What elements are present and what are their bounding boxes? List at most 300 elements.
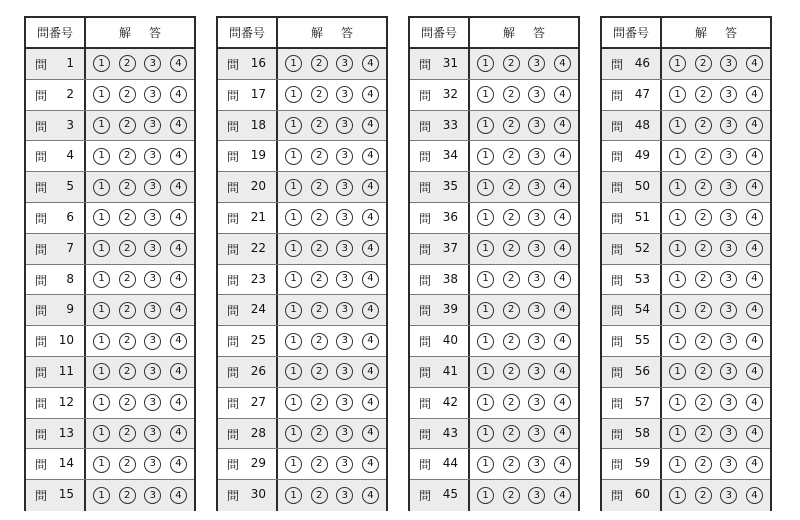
choice-bubble-2[interactable]: 2 xyxy=(695,148,712,165)
choice-bubble-2[interactable]: 2 xyxy=(695,425,712,442)
answer-choices xyxy=(86,141,194,171)
choice-bubble-1[interactable]: 1 xyxy=(669,86,686,103)
choice-bubble-4[interactable]: 4 xyxy=(170,425,187,442)
question-prefix: 問 xyxy=(611,304,624,319)
choice-bubble-1[interactable]: 1 xyxy=(669,55,686,72)
answer-choices xyxy=(662,419,770,449)
question-prefix: 問 xyxy=(611,273,624,288)
choice-bubble-1[interactable]: 1 xyxy=(93,302,110,319)
choice-bubble-3[interactable]: 3 xyxy=(144,487,161,504)
question-label xyxy=(218,265,278,295)
choice-bubble-2[interactable]: 2 xyxy=(503,333,520,350)
choice-bubble-1[interactable]: 1 xyxy=(93,179,110,196)
choice-bubble-4[interactable]: 4 xyxy=(362,456,379,473)
choice-bubble-2[interactable]: 2 xyxy=(503,55,520,72)
answer-choices xyxy=(470,80,578,110)
choice-bubble-1[interactable]: 1 xyxy=(285,425,302,442)
choice-bubble-3[interactable]: 3 xyxy=(528,240,545,257)
choice-bubble-4[interactable]: 4 xyxy=(362,487,379,504)
choice-bubble-3[interactable]: 3 xyxy=(528,302,545,319)
answer-choices xyxy=(278,357,386,387)
choice-bubble-4[interactable]: 4 xyxy=(170,209,187,226)
question-prefix: 問 xyxy=(227,150,240,165)
choice-bubble-4[interactable]: 4 xyxy=(362,394,379,411)
choice-bubble-4[interactable]: 4 xyxy=(746,86,763,103)
choice-bubble-3[interactable]: 3 xyxy=(720,425,737,442)
question-prefix: 問 xyxy=(227,242,240,257)
answer-header xyxy=(470,18,578,47)
choice-bubble-2[interactable]: 2 xyxy=(503,271,520,288)
choice-bubble-3[interactable]: 3 xyxy=(528,117,545,134)
choice-bubble-1[interactable]: 1 xyxy=(285,86,302,103)
choice-bubble-2[interactable]: 2 xyxy=(503,425,520,442)
choice-bubble-2[interactable]: 2 xyxy=(311,117,328,134)
choice-bubble-4[interactable]: 4 xyxy=(746,148,763,165)
choice-bubble-4[interactable]: 4 xyxy=(554,425,571,442)
choice-bubble-4[interactable]: 4 xyxy=(170,363,187,380)
question-label xyxy=(218,234,278,264)
choice-bubble-2[interactable]: 2 xyxy=(503,179,520,196)
choice-bubble-3[interactable]: 3 xyxy=(144,425,161,442)
question-row xyxy=(602,419,770,450)
question-prefix: 問 xyxy=(611,150,624,165)
choice-bubble-2[interactable]: 2 xyxy=(311,456,328,473)
question-label xyxy=(602,172,662,202)
choice-bubble-4[interactable]: 4 xyxy=(554,271,571,288)
choice-bubble-2[interactable]: 2 xyxy=(119,425,136,442)
choice-bubble-3[interactable]: 3 xyxy=(720,148,737,165)
choice-bubble-4[interactable]: 4 xyxy=(170,487,187,504)
choice-bubble-2[interactable]: 2 xyxy=(311,209,328,226)
choice-bubble-4[interactable]: 4 xyxy=(746,179,763,196)
choice-bubble-2[interactable]: 2 xyxy=(503,209,520,226)
choice-bubble-3[interactable]: 3 xyxy=(528,271,545,288)
question-prefix: 問 xyxy=(227,119,240,134)
choice-bubble-2[interactable]: 2 xyxy=(119,456,136,473)
question-prefix: 問 xyxy=(419,365,432,380)
choice-bubble-3[interactable]: 3 xyxy=(720,117,737,134)
question-label xyxy=(26,419,86,449)
choice-bubble-3[interactable]: 3 xyxy=(720,55,737,72)
choice-bubble-4[interactable]: 4 xyxy=(170,394,187,411)
choice-bubble-2[interactable]: 2 xyxy=(503,363,520,380)
choice-bubble-2[interactable]: 2 xyxy=(119,240,136,257)
choice-bubble-3[interactable]: 3 xyxy=(144,209,161,226)
question-label xyxy=(218,419,278,449)
choice-bubble-2[interactable]: 2 xyxy=(311,86,328,103)
choice-bubble-1[interactable]: 1 xyxy=(477,240,494,257)
answer-column-4 xyxy=(600,16,772,511)
choice-bubble-2[interactable]: 2 xyxy=(311,55,328,72)
question-label xyxy=(26,449,86,479)
choice-bubble-2[interactable]: 2 xyxy=(695,271,712,288)
choice-bubble-1[interactable]: 1 xyxy=(93,425,110,442)
choice-bubble-1[interactable]: 1 xyxy=(477,55,494,72)
choice-bubble-1[interactable]: 1 xyxy=(669,425,686,442)
choice-bubble-1[interactable]: 1 xyxy=(477,148,494,165)
question-number: 25 xyxy=(250,333,266,348)
choice-bubble-2[interactable]: 2 xyxy=(119,148,136,165)
choice-bubble-2[interactable]: 2 xyxy=(503,117,520,134)
choice-bubble-1[interactable]: 1 xyxy=(285,302,302,319)
choice-bubble-3[interactable]: 3 xyxy=(528,394,545,411)
choice-bubble-1[interactable]: 1 xyxy=(93,55,110,72)
choice-bubble-3[interactable]: 3 xyxy=(720,209,737,226)
choice-bubble-2[interactable]: 2 xyxy=(695,363,712,380)
choice-bubble-3[interactable]: 3 xyxy=(144,240,161,257)
choice-bubble-4[interactable]: 4 xyxy=(362,302,379,319)
question-label xyxy=(26,80,86,110)
question-prefix: 問 xyxy=(227,211,240,226)
choice-bubble-2[interactable]: 2 xyxy=(311,240,328,257)
choice-bubble-3[interactable]: 3 xyxy=(336,302,353,319)
choice-bubble-4[interactable]: 4 xyxy=(170,333,187,350)
answer-header-char: 答 xyxy=(533,26,546,40)
question-row xyxy=(410,203,578,234)
choice-bubble-1[interactable]: 1 xyxy=(93,271,110,288)
choice-bubble-4[interactable]: 4 xyxy=(746,271,763,288)
choice-bubble-2[interactable]: 2 xyxy=(119,394,136,411)
question-number: 43 xyxy=(442,425,458,440)
choice-bubble-1[interactable]: 1 xyxy=(477,179,494,196)
choice-bubble-3[interactable]: 3 xyxy=(528,456,545,473)
choice-bubble-1[interactable]: 1 xyxy=(669,333,686,350)
choice-bubble-4[interactable]: 4 xyxy=(170,117,187,134)
choice-bubble-1[interactable]: 1 xyxy=(285,240,302,257)
choice-bubble-4[interactable]: 4 xyxy=(554,456,571,473)
choice-bubble-3[interactable]: 3 xyxy=(528,179,545,196)
choice-bubble-4[interactable]: 4 xyxy=(362,271,379,288)
choice-bubble-3[interactable]: 3 xyxy=(336,271,353,288)
choice-bubble-2[interactable]: 2 xyxy=(695,456,712,473)
question-label xyxy=(602,49,662,79)
question-row xyxy=(218,49,386,80)
choice-bubble-4[interactable]: 4 xyxy=(362,148,379,165)
choice-bubble-2[interactable]: 2 xyxy=(311,487,328,504)
choice-bubble-4[interactable]: 4 xyxy=(554,363,571,380)
question-number: 13 xyxy=(58,425,74,440)
choice-bubble-2[interactable]: 2 xyxy=(503,302,520,319)
choice-bubble-2[interactable]: 2 xyxy=(695,117,712,134)
choice-bubble-3[interactable]: 3 xyxy=(336,333,353,350)
question-row xyxy=(410,172,578,203)
choice-bubble-4[interactable]: 4 xyxy=(746,425,763,442)
choice-bubble-2[interactable]: 2 xyxy=(119,55,136,72)
choice-bubble-3[interactable]: 3 xyxy=(720,179,737,196)
choice-bubble-4[interactable]: 4 xyxy=(362,333,379,350)
question-prefix: 問 xyxy=(611,88,624,103)
choice-bubble-2[interactable]: 2 xyxy=(119,271,136,288)
choice-bubble-4[interactable]: 4 xyxy=(554,179,571,196)
answer-choices xyxy=(86,111,194,141)
answer-header-char: 解 xyxy=(694,26,707,40)
choice-bubble-2[interactable]: 2 xyxy=(695,209,712,226)
choice-bubble-3[interactable]: 3 xyxy=(144,179,161,196)
choice-bubble-3[interactable]: 3 xyxy=(528,487,545,504)
question-label xyxy=(410,141,470,171)
choice-bubble-1[interactable]: 1 xyxy=(477,271,494,288)
choice-bubble-1[interactable]: 1 xyxy=(669,117,686,134)
choice-bubble-2[interactable]: 2 xyxy=(695,333,712,350)
choice-bubble-1[interactable]: 1 xyxy=(477,302,494,319)
choice-bubble-4[interactable]: 4 xyxy=(362,117,379,134)
choice-bubble-3[interactable]: 3 xyxy=(144,55,161,72)
choice-bubble-1[interactable]: 1 xyxy=(669,179,686,196)
choice-bubble-4[interactable]: 4 xyxy=(362,55,379,72)
choice-bubble-3[interactable]: 3 xyxy=(720,363,737,380)
choice-bubble-1[interactable]: 1 xyxy=(477,394,494,411)
choice-bubble-1[interactable]: 1 xyxy=(669,302,686,319)
choice-bubble-2[interactable]: 2 xyxy=(311,425,328,442)
choice-bubble-3[interactable]: 3 xyxy=(336,456,353,473)
choice-bubble-2[interactable]: 2 xyxy=(695,179,712,196)
choice-bubble-3[interactable]: 3 xyxy=(144,333,161,350)
choice-bubble-1[interactable]: 1 xyxy=(285,271,302,288)
choice-bubble-1[interactable]: 1 xyxy=(93,333,110,350)
choice-bubble-2[interactable]: 2 xyxy=(503,394,520,411)
question-number: 14 xyxy=(58,456,74,471)
choice-bubble-1[interactable]: 1 xyxy=(477,209,494,226)
choice-bubble-4[interactable]: 4 xyxy=(362,86,379,103)
choice-bubble-4[interactable]: 4 xyxy=(170,302,187,319)
choice-bubble-3[interactable]: 3 xyxy=(336,363,353,380)
choice-bubble-4[interactable]: 4 xyxy=(362,240,379,257)
choice-bubble-3[interactable]: 3 xyxy=(720,271,737,288)
choice-bubble-1[interactable]: 1 xyxy=(285,333,302,350)
choice-bubble-3[interactable]: 3 xyxy=(720,240,737,257)
choice-bubble-2[interactable]: 2 xyxy=(503,240,520,257)
question-label xyxy=(602,357,662,387)
choice-bubble-3[interactable]: 3 xyxy=(336,86,353,103)
choice-bubble-1[interactable]: 1 xyxy=(477,117,494,134)
choice-bubble-2[interactable]: 2 xyxy=(695,86,712,103)
choice-bubble-1[interactable]: 1 xyxy=(285,148,302,165)
choice-bubble-4[interactable]: 4 xyxy=(170,271,187,288)
choice-bubble-4[interactable]: 4 xyxy=(170,456,187,473)
choice-bubble-1[interactable]: 1 xyxy=(669,148,686,165)
choice-bubble-1[interactable]: 1 xyxy=(285,117,302,134)
choice-bubble-2[interactable]: 2 xyxy=(311,302,328,319)
choice-bubble-2[interactable]: 2 xyxy=(503,456,520,473)
choice-bubble-1[interactable]: 1 xyxy=(93,240,110,257)
choice-bubble-4[interactable]: 4 xyxy=(554,117,571,134)
choice-bubble-2[interactable]: 2 xyxy=(311,333,328,350)
choice-bubble-3[interactable]: 3 xyxy=(144,302,161,319)
choice-bubble-3[interactable]: 3 xyxy=(528,86,545,103)
choice-bubble-4[interactable]: 4 xyxy=(170,86,187,103)
question-row xyxy=(218,265,386,296)
choice-bubble-1[interactable]: 1 xyxy=(93,394,110,411)
question-number: 27 xyxy=(250,394,266,409)
choice-bubble-3[interactable]: 3 xyxy=(528,363,545,380)
question-row xyxy=(26,172,194,203)
choice-bubble-3[interactable]: 3 xyxy=(720,456,737,473)
choice-bubble-4[interactable]: 4 xyxy=(170,179,187,196)
choice-bubble-4[interactable]: 4 xyxy=(746,456,763,473)
choice-bubble-3[interactable]: 3 xyxy=(720,487,737,504)
choice-bubble-4[interactable]: 4 xyxy=(362,209,379,226)
choice-bubble-3[interactable]: 3 xyxy=(528,148,545,165)
answer-choices xyxy=(86,326,194,356)
choice-bubble-2[interactable]: 2 xyxy=(695,240,712,257)
choice-bubble-1[interactable]: 1 xyxy=(669,271,686,288)
question-row xyxy=(218,234,386,265)
choice-bubble-4[interactable]: 4 xyxy=(362,363,379,380)
choice-bubble-2[interactable]: 2 xyxy=(119,487,136,504)
choice-bubble-1[interactable]: 1 xyxy=(669,394,686,411)
question-prefix: 問 xyxy=(419,427,432,442)
choice-bubble-2[interactable]: 2 xyxy=(119,179,136,196)
choice-bubble-1[interactable]: 1 xyxy=(669,209,686,226)
choice-bubble-2[interactable]: 2 xyxy=(311,363,328,380)
choice-bubble-1[interactable]: 1 xyxy=(669,456,686,473)
choice-bubble-3[interactable]: 3 xyxy=(720,394,737,411)
choice-bubble-4[interactable]: 4 xyxy=(554,394,571,411)
answer-choices xyxy=(278,172,386,202)
choice-bubble-1[interactable]: 1 xyxy=(93,86,110,103)
choice-bubble-2[interactable]: 2 xyxy=(311,394,328,411)
choice-bubble-4[interactable]: 4 xyxy=(554,86,571,103)
choice-bubble-1[interactable]: 1 xyxy=(285,456,302,473)
choice-bubble-2[interactable]: 2 xyxy=(311,148,328,165)
choice-bubble-1[interactable]: 1 xyxy=(285,209,302,226)
choice-bubble-2[interactable]: 2 xyxy=(119,117,136,134)
choice-bubble-1[interactable]: 1 xyxy=(477,363,494,380)
choice-bubble-3[interactable]: 3 xyxy=(144,271,161,288)
choice-bubble-4[interactable]: 4 xyxy=(554,302,571,319)
choice-bubble-3[interactable]: 3 xyxy=(720,333,737,350)
choice-bubble-4[interactable]: 4 xyxy=(554,487,571,504)
question-prefix: 問 xyxy=(35,335,48,350)
choice-bubble-2[interactable]: 2 xyxy=(119,333,136,350)
choice-bubble-4[interactable]: 4 xyxy=(554,55,571,72)
question-label xyxy=(410,49,470,79)
choice-bubble-2[interactable]: 2 xyxy=(119,86,136,103)
choice-bubble-1[interactable]: 1 xyxy=(477,425,494,442)
question-prefix: 問 xyxy=(419,181,432,196)
choice-bubble-2[interactable]: 2 xyxy=(695,487,712,504)
choice-bubble-4[interactable]: 4 xyxy=(554,148,571,165)
choice-bubble-2[interactable]: 2 xyxy=(503,148,520,165)
choice-bubble-3[interactable]: 3 xyxy=(336,209,353,226)
choice-bubble-3[interactable]: 3 xyxy=(336,487,353,504)
choice-bubble-3[interactable]: 3 xyxy=(144,117,161,134)
choice-bubble-3[interactable]: 3 xyxy=(336,55,353,72)
choice-bubble-3[interactable]: 3 xyxy=(720,302,737,319)
answer-choices xyxy=(278,141,386,171)
choice-bubble-4[interactable]: 4 xyxy=(746,240,763,257)
choice-bubble-1[interactable]: 1 xyxy=(93,209,110,226)
choice-bubble-3[interactable]: 3 xyxy=(720,86,737,103)
choice-bubble-3[interactable]: 3 xyxy=(144,363,161,380)
choice-bubble-3[interactable]: 3 xyxy=(528,333,545,350)
choice-bubble-3[interactable]: 3 xyxy=(336,148,353,165)
choice-bubble-1[interactable]: 1 xyxy=(477,456,494,473)
choice-bubble-3[interactable]: 3 xyxy=(336,425,353,442)
choice-bubble-3[interactable]: 3 xyxy=(336,240,353,257)
choice-bubble-4[interactable]: 4 xyxy=(746,363,763,380)
choice-bubble-2[interactable]: 2 xyxy=(311,179,328,196)
choice-bubble-2[interactable]: 2 xyxy=(119,302,136,319)
choice-bubble-4[interactable]: 4 xyxy=(746,117,763,134)
choice-bubble-2[interactable]: 2 xyxy=(311,271,328,288)
choice-bubble-2[interactable]: 2 xyxy=(503,86,520,103)
choice-bubble-3[interactable]: 3 xyxy=(336,179,353,196)
choice-bubble-4[interactable]: 4 xyxy=(362,425,379,442)
choice-bubble-4[interactable]: 4 xyxy=(362,179,379,196)
choice-bubble-4[interactable]: 4 xyxy=(746,333,763,350)
choice-bubble-2[interactable]: 2 xyxy=(695,394,712,411)
choice-bubble-3[interactable]: 3 xyxy=(336,117,353,134)
choice-bubble-3[interactable]: 3 xyxy=(336,394,353,411)
choice-bubble-3[interactable]: 3 xyxy=(144,456,161,473)
choice-bubble-4[interactable]: 4 xyxy=(746,487,763,504)
question-row xyxy=(602,234,770,265)
choice-bubble-1[interactable]: 1 xyxy=(477,86,494,103)
choice-bubble-1[interactable]: 1 xyxy=(93,487,110,504)
choice-bubble-4[interactable]: 4 xyxy=(746,394,763,411)
answer-column-1 xyxy=(24,16,196,511)
question-row xyxy=(218,326,386,357)
choice-bubble-1[interactable]: 1 xyxy=(669,487,686,504)
question-row xyxy=(410,234,578,265)
choice-bubble-1[interactable]: 1 xyxy=(285,55,302,72)
question-number: 8 xyxy=(66,271,74,286)
choice-bubble-1[interactable]: 1 xyxy=(93,363,110,380)
question-label xyxy=(602,203,662,233)
choice-bubble-1[interactable]: 1 xyxy=(93,456,110,473)
choice-bubble-4[interactable]: 4 xyxy=(170,148,187,165)
question-label xyxy=(602,234,662,264)
choice-bubble-4[interactable]: 4 xyxy=(746,302,763,319)
question-number: 48 xyxy=(634,117,650,132)
choice-bubble-3[interactable]: 3 xyxy=(144,394,161,411)
choice-bubble-1[interactable]: 1 xyxy=(93,148,110,165)
choice-bubble-1[interactable]: 1 xyxy=(669,363,686,380)
choice-bubble-1[interactable]: 1 xyxy=(93,117,110,134)
choice-bubble-4[interactable]: 4 xyxy=(170,55,187,72)
choice-bubble-3[interactable]: 3 xyxy=(144,86,161,103)
choice-bubble-1[interactable]: 1 xyxy=(477,487,494,504)
choice-bubble-2[interactable]: 2 xyxy=(503,487,520,504)
choice-bubble-1[interactable]: 1 xyxy=(477,333,494,350)
choice-bubble-1[interactable]: 1 xyxy=(285,179,302,196)
choice-bubble-3[interactable]: 3 xyxy=(528,209,545,226)
question-row xyxy=(602,265,770,296)
choice-bubble-3[interactable]: 3 xyxy=(528,425,545,442)
choice-bubble-2[interactable]: 2 xyxy=(119,363,136,380)
choice-bubble-3[interactable]: 3 xyxy=(144,148,161,165)
choice-bubble-2[interactable]: 2 xyxy=(119,209,136,226)
choice-bubble-4[interactable]: 4 xyxy=(746,209,763,226)
choice-bubble-4[interactable]: 4 xyxy=(554,333,571,350)
choice-bubble-4[interactable]: 4 xyxy=(554,209,571,226)
choice-bubble-4[interactable]: 4 xyxy=(746,55,763,72)
choice-bubble-4[interactable]: 4 xyxy=(170,240,187,257)
choice-bubble-4[interactable]: 4 xyxy=(554,240,571,257)
choice-bubble-1[interactable]: 1 xyxy=(285,487,302,504)
answer-choices xyxy=(278,234,386,264)
question-label xyxy=(218,111,278,141)
answer-choices xyxy=(86,49,194,79)
choice-bubble-1[interactable]: 1 xyxy=(285,363,302,380)
answer-choices xyxy=(662,449,770,479)
choice-bubble-2[interactable]: 2 xyxy=(695,55,712,72)
choice-bubble-1[interactable]: 1 xyxy=(669,240,686,257)
choice-bubble-2[interactable]: 2 xyxy=(695,302,712,319)
choice-bubble-3[interactable]: 3 xyxy=(528,55,545,72)
choice-bubble-1[interactable]: 1 xyxy=(285,394,302,411)
